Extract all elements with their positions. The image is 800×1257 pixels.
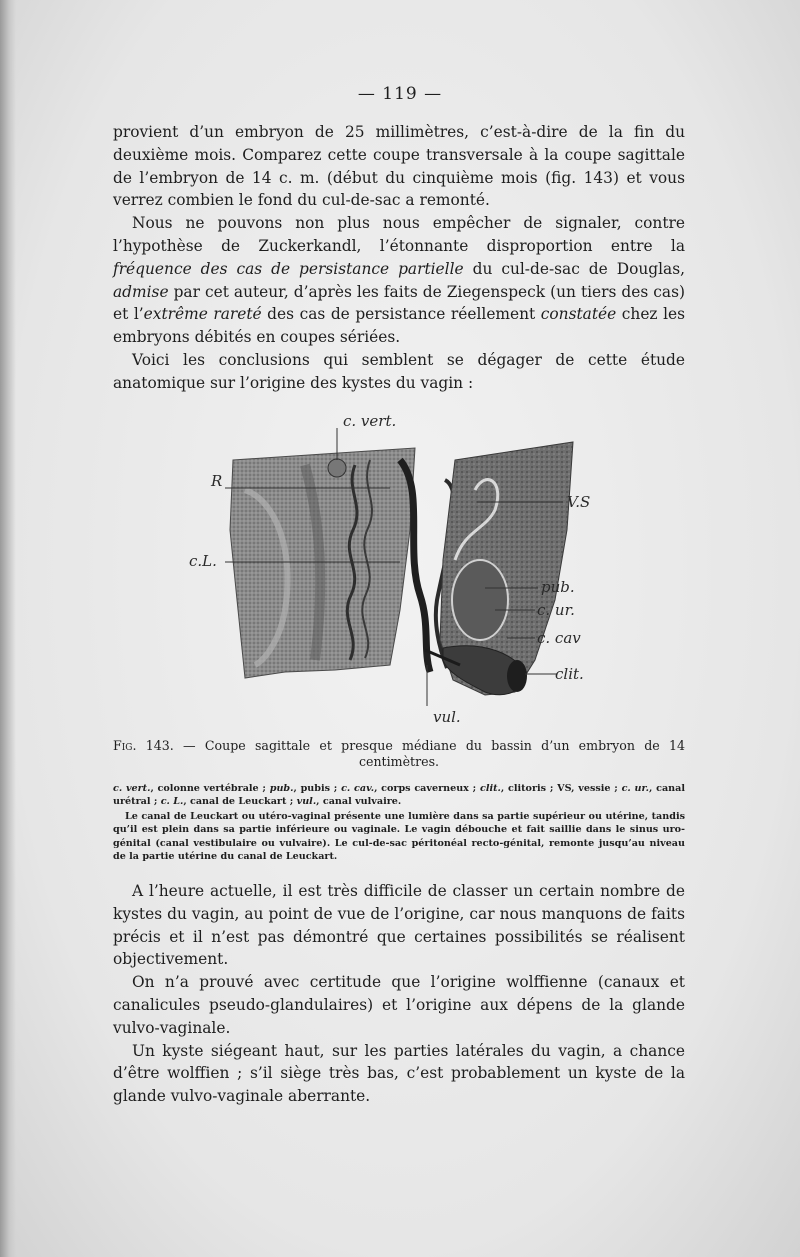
label-c-l: c.L. <box>189 552 217 570</box>
paragraph-3: Voici les conclusions qui semblent se dégager de cette étude anatomique sur l’origine des kystes du vagin : <box>113 350 685 392</box>
pubis-section <box>452 560 508 640</box>
anatomical-figure <box>185 410 605 728</box>
sagittal-section-illustration <box>185 410 605 728</box>
page-number: — 119 — <box>357 84 443 104</box>
paragraph-2: Nous ne pouvons non plus nous empêcher de signaler, contre l’hypothèse de Zuckerkandl, l’étonnante disproportion entre la fréquence des cas de persistance partielle du cul-de-sac de Douglas, admise par cet auteur, d’après les faits de Ziegenspeck (un tiers des cas) et l’extrême rareté des cas de persistance réellement constatée chez les embryons débités en coupes sériées. <box>113 214 686 347</box>
page-binding-shadow <box>0 0 16 1257</box>
figure-legend <box>113 782 685 864</box>
intro-text <box>113 121 685 395</box>
clitoris <box>507 660 527 692</box>
legend-description: Le canal de Leuckart ou utéro-vaginal présente une lumière dans sa partie supérieur ou utérine, tandis qu’il est plein dans sa partie inférieure ou vaginale. Le vagin débouche et fait saillie dans le sinus uro-génital (canal vestibulaire ou vulvaire). Le cul-de-sac péritonéal recto-génital, remonte jusqu’au niveau de la partie utérine du canal de Leuckart. <box>113 810 685 863</box>
label-r: R <box>211 472 223 490</box>
label-c-cav: c. cav <box>537 629 581 647</box>
figure-number: Fig. 143. <box>113 738 174 753</box>
spinal-canal <box>328 459 346 477</box>
legend-abbreviations: c. vert., colonne vertébrale ; pub., pubis ; c. cav., corps caverneux ; clit., clitoris ; VS, vessie ; c. ur., canal urétral ; c. L., canal de Leuckart ; vul., canal vulvaire. <box>113 783 686 808</box>
label-pub: pub. <box>541 578 575 596</box>
figure-caption <box>113 738 685 770</box>
paragraph-5: On n’a prouvé avec certitude que l’origine wolffienne (canaux et canalicules pseudo-glandulaires) et l’origine aux dépens de la glande vulvo-vaginale. <box>113 973 685 1037</box>
paragraph-6: Un kyste siégeant haut, sur les parties latérales du vagin, a chance d’être wolffien ; s’il siège très bas, c’est probablement un kyste de la glande vulvo-vaginale aberrante. <box>113 1041 685 1106</box>
label-c-ur: c. ur. <box>537 601 575 619</box>
paragraph-4: A l’heure actuelle, il est très difficile de classer un certain nombre de kystes du vagin, au point de vue de l’origine, car nous manquons de faits précis et il n’est pas démontré que certaines possibilités se réalisent objectivement. <box>113 882 685 969</box>
label-clit: clit. <box>555 665 584 683</box>
label-c-vert: c. vert. <box>343 412 397 430</box>
conclusion-text <box>113 880 685 1108</box>
paragraph-1: provient d’un embryon de 25 millimètres, c’est-à-dire de la fin du deuxième mois. Comparez cette coupe transversale à la coupe sagittale de l’embryon de 14 c. m. (début du cinquième mois (fig. 143) et vous verrez combien le fond du cul-de-sac a remonté. <box>113 123 685 210</box>
label-vs: V.S <box>567 493 591 511</box>
label-vul: vul. <box>433 708 461 726</box>
figure-title: Fig. 143. — Coupe sagittale et presque médiane du bassin d’un embryon de 14 centimètres. <box>113 738 685 769</box>
